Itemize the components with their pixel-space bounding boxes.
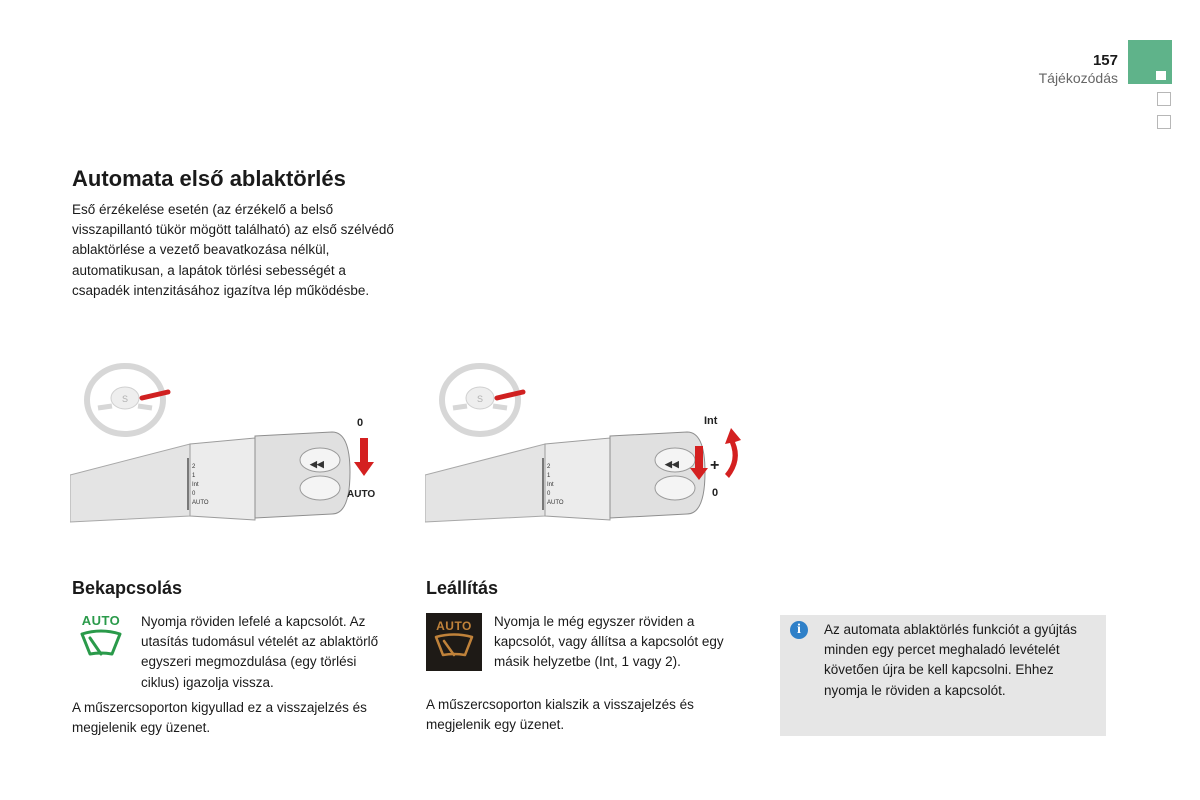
stalk-label: 1	[192, 473, 196, 479]
windscreen-wiper-icon	[76, 628, 126, 662]
stalk-label: AUTO	[547, 500, 564, 506]
wiper-stalk-figure-on	[70, 360, 400, 530]
section-title-off: Leállítás	[426, 578, 499, 598]
info-text: Az automata ablaktörlés funkciót a gyújtás minden egy percet meghaladó levételét követően újra be kell kapcsolni. Ehhez nyomja le röviden a kapcsolót.	[824, 622, 1077, 698]
svg-text:◀◀: ◀◀	[310, 459, 324, 469]
stalk-label: 0	[192, 491, 196, 497]
section-off-note: A műszercsoporton kialszik a visszajelzés és megjelenik egy üzenet.	[426, 697, 694, 733]
steering-wheel-icon	[87, 366, 168, 434]
auto-label: AUTO	[81, 613, 121, 628]
section-title-on: Bekapcsolás	[72, 578, 183, 598]
chapter-tab[interactable]	[1157, 115, 1171, 129]
position-label-bottom: AUTO	[347, 489, 376, 500]
page-title: Automata első ablaktörlés	[72, 166, 346, 191]
section-name: Tájékozódás	[1038, 70, 1118, 86]
position-label-top: 0	[357, 417, 364, 429]
stalk-label: 0	[547, 491, 551, 497]
page-number: 157	[1092, 52, 1118, 69]
chapter-tab[interactable]	[1157, 92, 1171, 106]
auto-wiper-indicator-off	[426, 613, 482, 671]
windscreen-wiper-icon	[426, 633, 482, 663]
chapter-tab-marker	[1156, 71, 1166, 80]
stalk-label: Int	[192, 482, 199, 488]
wiper-stalk-figure-off	[425, 360, 765, 530]
wiper-stalk	[425, 432, 705, 522]
intro-text: Eső érzékelése esetén (az érzékelő a belső visszapillantó tükör mögött található) az első szélvédő ablaktörlése a vezető beavatkozása nélkül, automatikusan, a lapátok törlési sebességét a csapadék intenzitásához igazítva lép működésbe.	[72, 202, 394, 298]
position-label-top: Int	[704, 415, 718, 427]
auto-wiper-indicator-on	[76, 613, 126, 669]
wheel-letter: S	[121, 394, 129, 404]
position-label-bottom: 0	[712, 487, 719, 499]
wheel-letter: S	[476, 394, 484, 404]
svg-text:◀◀: ◀◀	[665, 459, 679, 469]
wiper-stalk	[70, 432, 350, 522]
section-off-desc: Nyomja le még egyszer röviden a kapcsolót, vagy állítsa a kapcsolót egy másik helyzetbe (Int, 1 vagy 2).	[494, 614, 724, 670]
section-on-note: A műszercsoporton kigyullad ez a visszajelzés és megjelenik egy üzenet.	[72, 700, 367, 736]
stalk-label: Int	[547, 482, 554, 488]
section-on-desc: Nyomja röviden lefelé a kapcsolót. Az utasítás tudomásul vételét az ablaktörlő egyszeri megmozdulása (egy törlési ciklus) igazolja vissza.	[141, 614, 379, 690]
stalk-label: 1	[547, 473, 551, 479]
auto-label: AUTO	[436, 619, 472, 633]
down-arrow-icon	[347, 417, 375, 500]
info-icon: i	[790, 621, 808, 639]
stalk-label: 2	[192, 464, 196, 470]
stalk-label: AUTO	[192, 500, 209, 506]
stalk-label: 2	[547, 464, 551, 470]
plus-sign: +	[710, 457, 720, 474]
steering-wheel-icon	[442, 366, 523, 434]
